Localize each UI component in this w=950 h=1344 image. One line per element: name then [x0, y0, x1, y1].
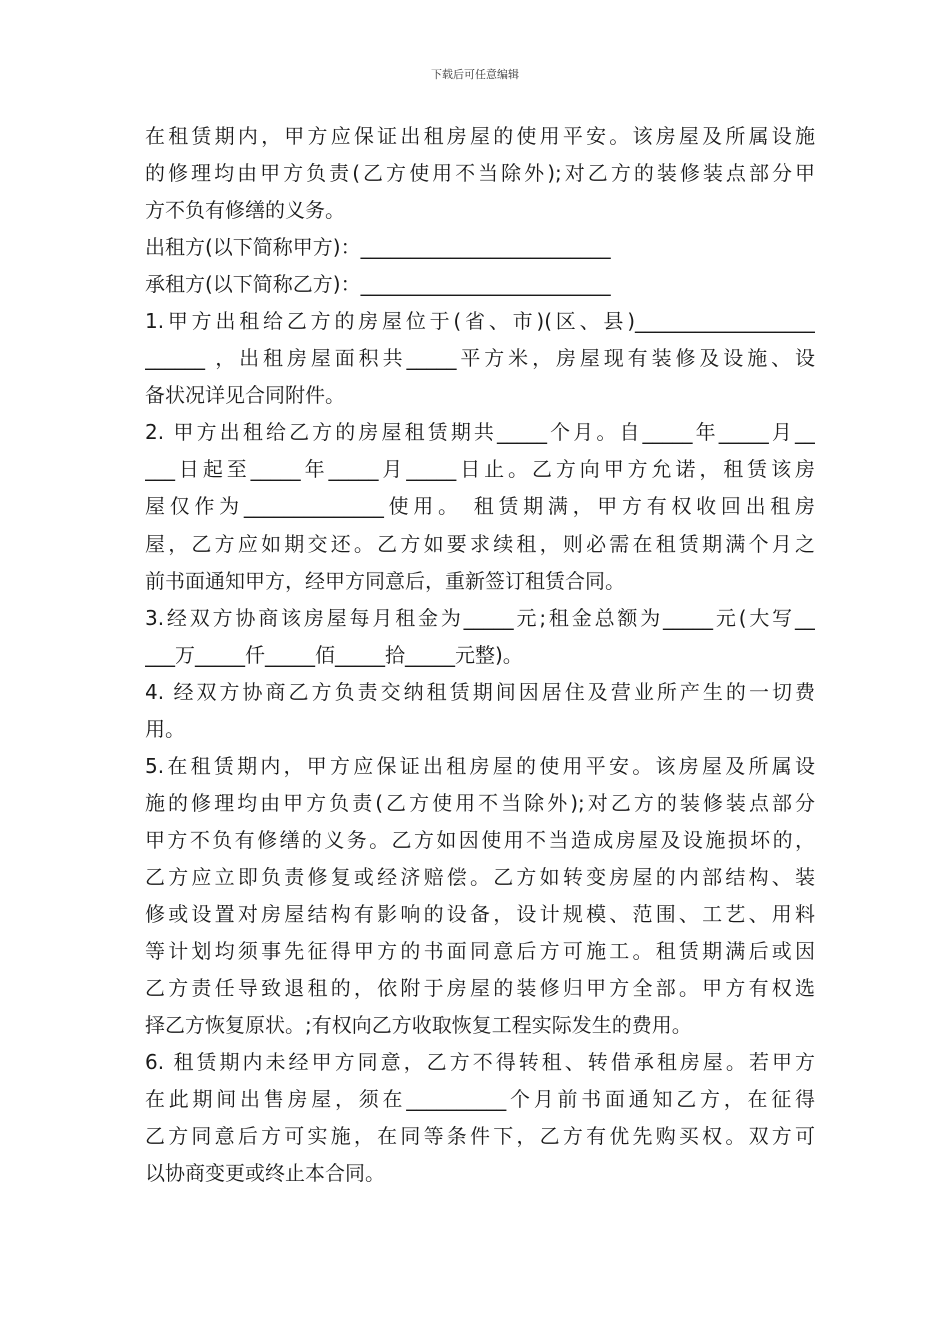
- text-line: 修或设置对房屋结构有影响的设备，设计规模、范围、工艺、用料: [145, 901, 815, 926]
- text-line: 施的修理均由甲方负责(乙方使用不当除外);对乙方的装修装点部分: [145, 790, 815, 815]
- text-line: 3.经双方协商该房屋每月租金为_____元;租金总额为_____元(大写__: [145, 605, 815, 630]
- text-line: 以协商变更或终止本合同。: [145, 1161, 385, 1186]
- text-line: 择乙方恢复原状。;有权向乙方收取恢复工程实际发生的费用。: [145, 1013, 692, 1038]
- text-line: 4. 经双方协商乙方负责交纳租赁期间因居住及营业所产生的一切费: [145, 679, 815, 704]
- text-line: 1.甲方出租给乙方的房屋位于(省、市)(区、县)__________________: [145, 309, 815, 334]
- text-line: 在此期间出售房屋，须在__________个月前书面通知乙方，在征得: [145, 1087, 815, 1112]
- text-line: 备状况详见合同附件。: [145, 383, 345, 408]
- text-line: ___日起至_____年_____月_____日止。乙方向甲方允诺，租赁该房: [145, 457, 815, 482]
- text-line: 等计划均须事先征得甲方的书面同意后方可施工。租赁期满后或因: [145, 939, 815, 964]
- text-line: 乙方应立即负责修复或经济赔偿。乙方如转变房屋的内部结构、装: [145, 864, 815, 889]
- text-line: 屋仅作为______________使用。 租赁期满，甲方有权收回出租房: [145, 494, 815, 519]
- page-header: 下载后可任意编辑: [431, 68, 519, 81]
- contract-body: [145, 118, 815, 1192]
- text-line: 6. 租赁期内未经甲方同意，乙方不得转租、转借承租房屋。若甲方: [145, 1050, 815, 1075]
- text-line: 承租方(以下简称乙方)：_________________________: [145, 272, 611, 297]
- text-line: 乙方责任导致退租的，依附于房屋的装修归甲方全部。甲方有权选: [145, 976, 815, 1001]
- text-line: ___万_____仟_____佰_____拾_____元整)。: [145, 642, 523, 667]
- text-line: 在租赁期内，甲方应保证出租房屋的使用平安。该房屋及所属设施: [145, 124, 815, 148]
- text-line: ______ ，出租房屋面积共_____平方米，房屋现有装修及设施、设: [145, 346, 815, 371]
- text-line: 用。: [145, 716, 185, 741]
- text-line: 前书面通知甲方，经甲方同意后，重新签订租赁合同。: [145, 568, 625, 593]
- text-line: 乙方同意后方可实施，在同等条件下，乙方有优先购买权。双方可: [145, 1124, 815, 1149]
- text-line: 甲方不负有修缮的义务。乙方如因使用不当造成房屋及设施损坏的，: [145, 827, 815, 852]
- text-line: 出租方(以下简称甲方)：_________________________: [145, 235, 611, 260]
- text-line: 的修理均由甲方负责(乙方使用不当除外);对乙方的装修装点部分甲: [145, 161, 815, 186]
- text-line: 方不负有修缮的义务。: [145, 198, 345, 223]
- text-line: 5.在租赁期内，甲方应保证出租房屋的使用平安。该房屋及所属设: [145, 753, 815, 778]
- text-line: 屋，乙方应如期交还。乙方如要求续租，则必需在租赁期满个月之: [145, 531, 815, 556]
- text-line: 2. 甲方出租给乙方的房屋租赁期共_____个月。自_____年_____月__: [145, 420, 815, 445]
